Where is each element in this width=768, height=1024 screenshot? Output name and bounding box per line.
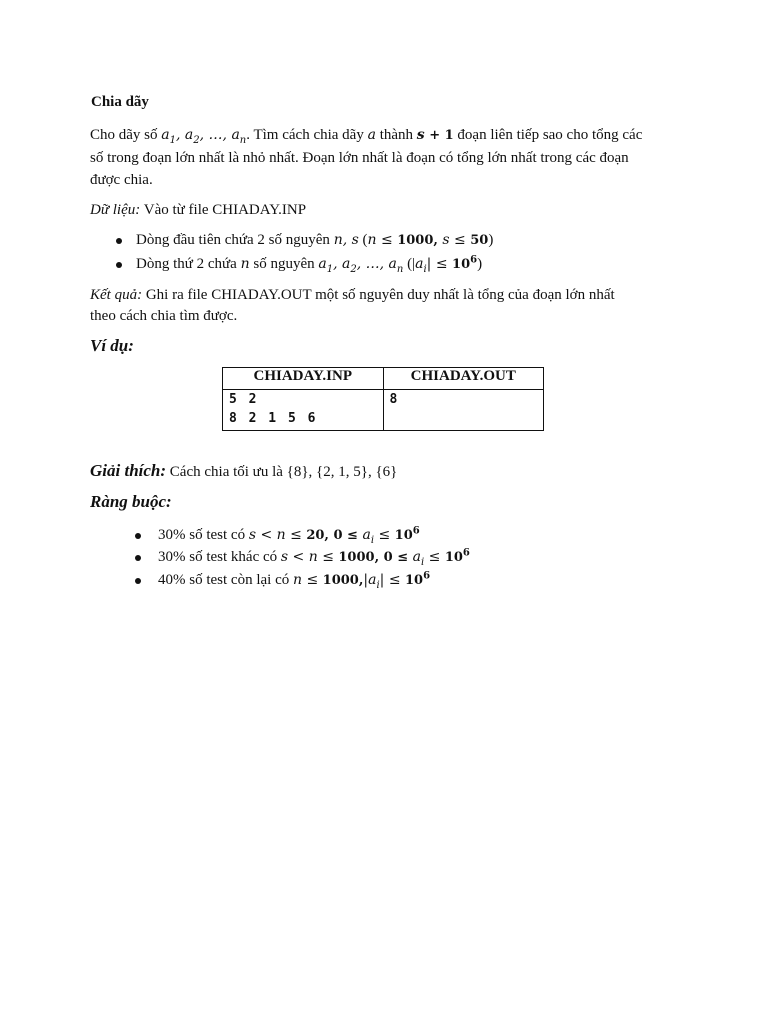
bullet-dot bbox=[135, 578, 141, 584]
bullet-dot bbox=[135, 555, 141, 561]
input-bullet-1: Dòng đầu tiên chứa 2 số nguyên n, s (n ≤ 1000, s ≤ 50) bbox=[136, 232, 494, 248]
constraint-item-2: 30% số test khác có s < n ≤ 1000, $0 \le a_i \le 10^6$ bbox=[158, 547, 470, 568]
intro-line-3: được chia. bbox=[90, 172, 153, 188]
output-label: Kết quả: bbox=[90, 287, 143, 303]
constraint-item-1: 30% số test có s < n ≤ 20, $0 \le a_i \le 10^6$ bbox=[158, 525, 420, 546]
input-line bbox=[90, 200, 306, 220]
bullet-dot bbox=[135, 533, 141, 539]
out-line: 8 bbox=[389, 392, 398, 407]
table-header-inp: CHIADAY.INP bbox=[223, 368, 384, 390]
input-bullet-2: Dòng thứ 2 chứa n số nguyên $a_1$, $a_2$, …, $a_n$ $(|a_i| \le 10^6)$ bbox=[136, 254, 483, 275]
input-text: Vào từ file CHIADAY.INP bbox=[140, 202, 307, 218]
problem-title: Chia dãy bbox=[91, 94, 149, 110]
output-line-1 bbox=[90, 285, 615, 305]
sequence-expression: $a_1$, $a_2$, …, $a_n$ bbox=[161, 127, 247, 146]
var-a: a bbox=[367, 127, 376, 143]
bullet-dot bbox=[116, 262, 122, 268]
constraints-heading: Ràng buộc: bbox=[90, 492, 172, 511]
table-header-out: CHIADAY.OUT bbox=[383, 368, 544, 390]
intro-line-1: Cho dãy số $a_1$, $a_2$, …, $a_n$. Tìm cách chia dãy a thành s + 1 đoạn liên tiếp sao cho tổng các bbox=[90, 127, 643, 146]
table-cell-out bbox=[383, 390, 544, 431]
example-table bbox=[222, 367, 544, 431]
example-heading: Ví dụ: bbox=[90, 336, 134, 355]
intro-line-2: số trong đoạn lớn nhất là nhỏ nhất. Đoạn lớn nhất là đoạn có tổng lớn nhất trong các đoạn bbox=[90, 150, 629, 166]
inp-line: 8 2 1 5 6 bbox=[229, 411, 316, 426]
bullet-dot bbox=[116, 238, 122, 244]
output-line-2: theo cách chia tìm được. bbox=[90, 308, 238, 324]
explanation-line bbox=[90, 461, 397, 482]
explanation-label: Giải thích: bbox=[90, 461, 167, 480]
s-plus-one: s + 1 bbox=[416, 127, 454, 143]
table-header-row bbox=[223, 368, 544, 390]
table-row bbox=[223, 390, 544, 431]
explanation-text: Cách chia tối ưu là {8}, {2, 1, 5}, {6} bbox=[166, 464, 398, 480]
table-cell-inp bbox=[223, 390, 384, 431]
inp-line: 5 2 bbox=[229, 392, 257, 407]
constraint-item-3: 40% số test còn lại có $n \le 1000,|a_i| \le 10^6$ bbox=[158, 570, 431, 591]
input-label: Dữ liệu: bbox=[90, 202, 141, 218]
output-text: Ghi ra file CHIADAY.OUT một số nguyên duy nhất là tổng của đoạn lớn nhất bbox=[142, 287, 615, 303]
intro-text: Cho dãy số bbox=[90, 127, 162, 143]
